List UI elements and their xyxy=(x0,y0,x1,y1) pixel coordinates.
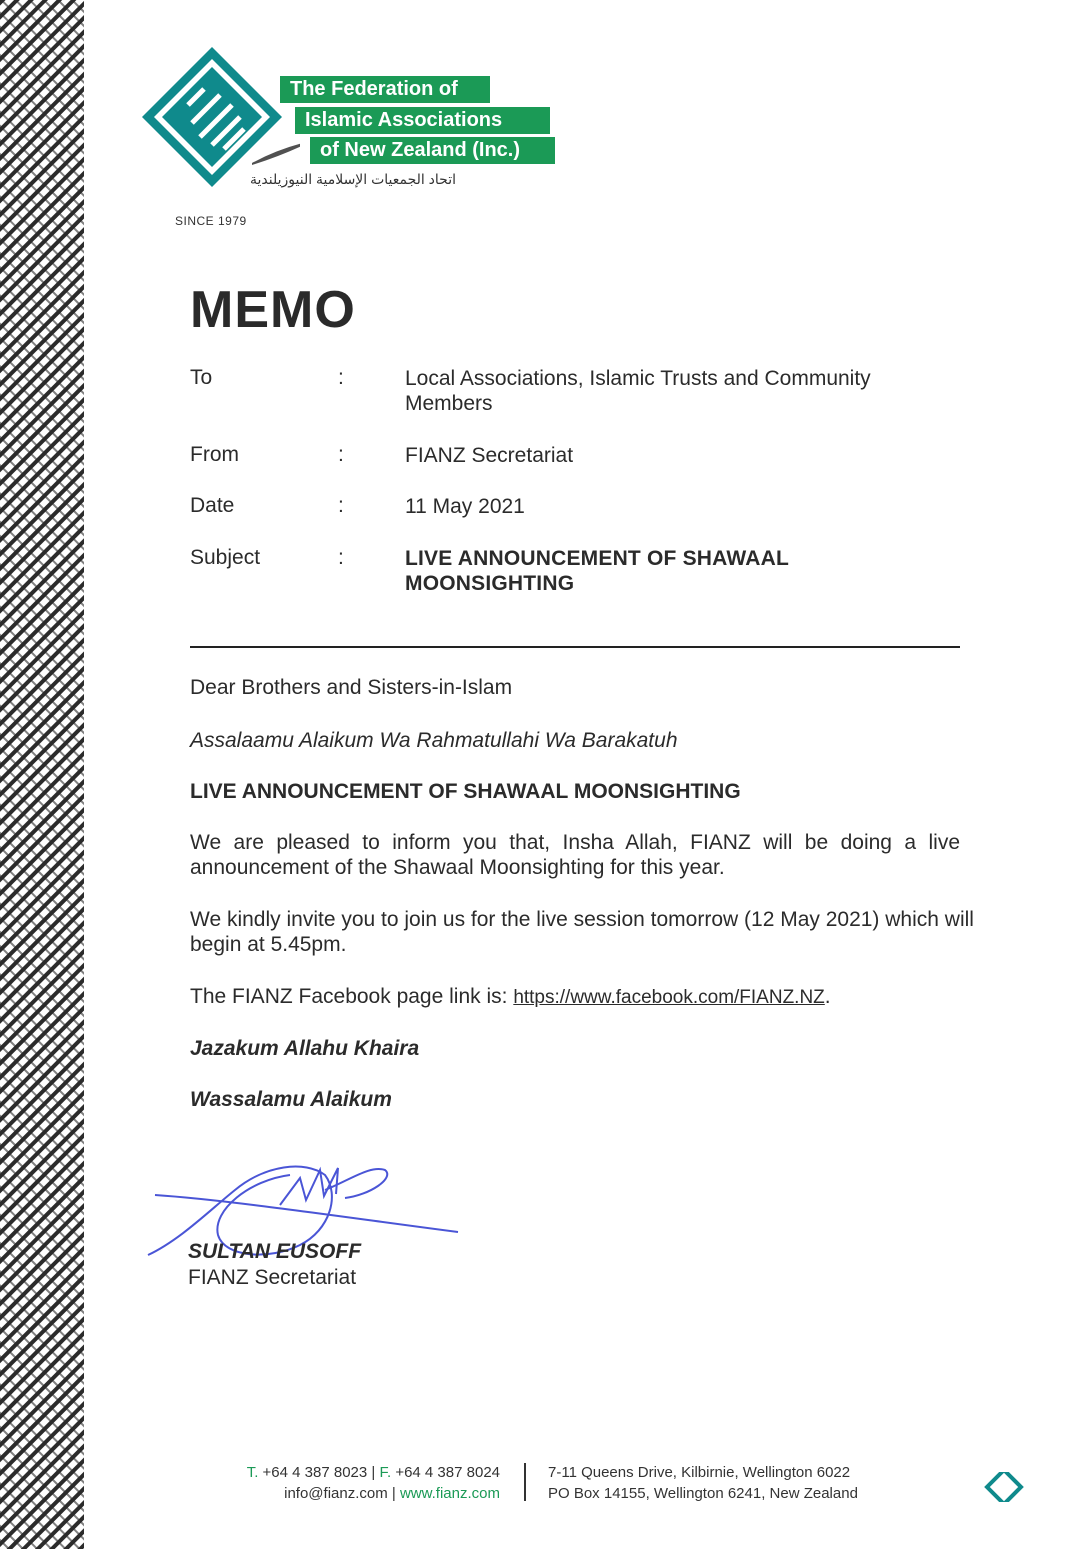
street-address: 7-11 Queens Drive, Kilbirnie, Wellington 6022 xyxy=(548,1464,851,1481)
paragraph-2: We kindly invite you to join us for the live session tomorrow (12 May 2021) which will begin at 5.45pm. xyxy=(190,908,974,956)
fianz-logo xyxy=(140,45,560,205)
logo-arabic-text: اتحاد الجمعيات الإسلامية النيوزيلندية xyxy=(250,171,456,187)
to-value: Local Associations, Islamic Trusts and Community Members xyxy=(405,367,871,415)
closing-wassalamu: Wassalamu Alaikum xyxy=(190,1088,392,1111)
subject-value: LIVE ANNOUNCEMENT OF SHAWAAL MOONSIGHTING xyxy=(405,547,789,595)
phone-prefix: T. xyxy=(246,1464,259,1481)
memo-title: MEMO xyxy=(190,281,356,339)
since-label: SINCE 1979 xyxy=(175,214,247,228)
to-colon: : xyxy=(338,366,344,389)
footer-address xyxy=(548,1462,858,1504)
fax-number: +64 4 387 8024 xyxy=(395,1464,500,1481)
facebook-link[interactable]: https://www.facebook.com/FIANZ.NZ xyxy=(513,987,825,1008)
fianz-diamond-icon xyxy=(984,1467,1024,1507)
from-colon: : xyxy=(338,443,344,466)
email-address[interactable]: info@fianz.com xyxy=(284,1485,388,1502)
footer-contact xyxy=(190,1462,500,1504)
to-label: To xyxy=(190,366,213,389)
closing-jazakum: Jazakum Allahu Khaira xyxy=(190,1037,420,1060)
paragraph-1: We are pleased to inform you that, Insha Allah, FIANZ will be doing a live announcement of the Shawaal Moonsighting for this year. xyxy=(190,831,960,879)
date-colon: : xyxy=(338,494,344,517)
logo-text-line-2: Islamic Associations xyxy=(295,107,550,134)
subject-label: Subject xyxy=(190,546,261,569)
link-trailing-period: . xyxy=(824,985,831,1008)
phone-number: +64 4 387 8023 xyxy=(262,1464,368,1481)
separator: | xyxy=(371,1464,376,1481)
greeting: Assalaamu Alaikum Wa Rahmatullahi Wa Barakatuh xyxy=(190,729,678,752)
header-divider xyxy=(190,646,960,648)
separator: | xyxy=(391,1485,396,1502)
decorative-border xyxy=(0,0,90,1549)
date-label: Date xyxy=(190,494,235,517)
website-link[interactable]: www.fianz.com xyxy=(399,1485,500,1502)
body-heading: LIVE ANNOUNCEMENT OF SHAWAAL MOONSIGHTING xyxy=(190,780,741,803)
from-label: From xyxy=(190,443,239,466)
po-box-address: PO Box 14155, Wellington 6241, New Zealand xyxy=(548,1485,858,1502)
footer-divider xyxy=(524,1463,526,1501)
paragraph-3 xyxy=(190,984,975,1010)
logo-text-line-1: The Federation of xyxy=(280,76,490,103)
fax-prefix: F. xyxy=(379,1464,392,1481)
subject-colon: : xyxy=(338,546,344,569)
salutation: Dear Brothers and Sisters-in-Islam xyxy=(190,676,513,699)
date-value: 11 May 2021 xyxy=(405,495,525,518)
signer-title: FIANZ Secretariat xyxy=(188,1266,357,1289)
logo-text-line-3: of New Zealand (Inc.) xyxy=(310,137,555,164)
link-intro-text: The FIANZ Facebook page link is: xyxy=(190,985,514,1008)
signer-name: SULTAN EUSOFF xyxy=(188,1240,362,1263)
from-value: FIANZ Secretariat xyxy=(405,444,574,467)
